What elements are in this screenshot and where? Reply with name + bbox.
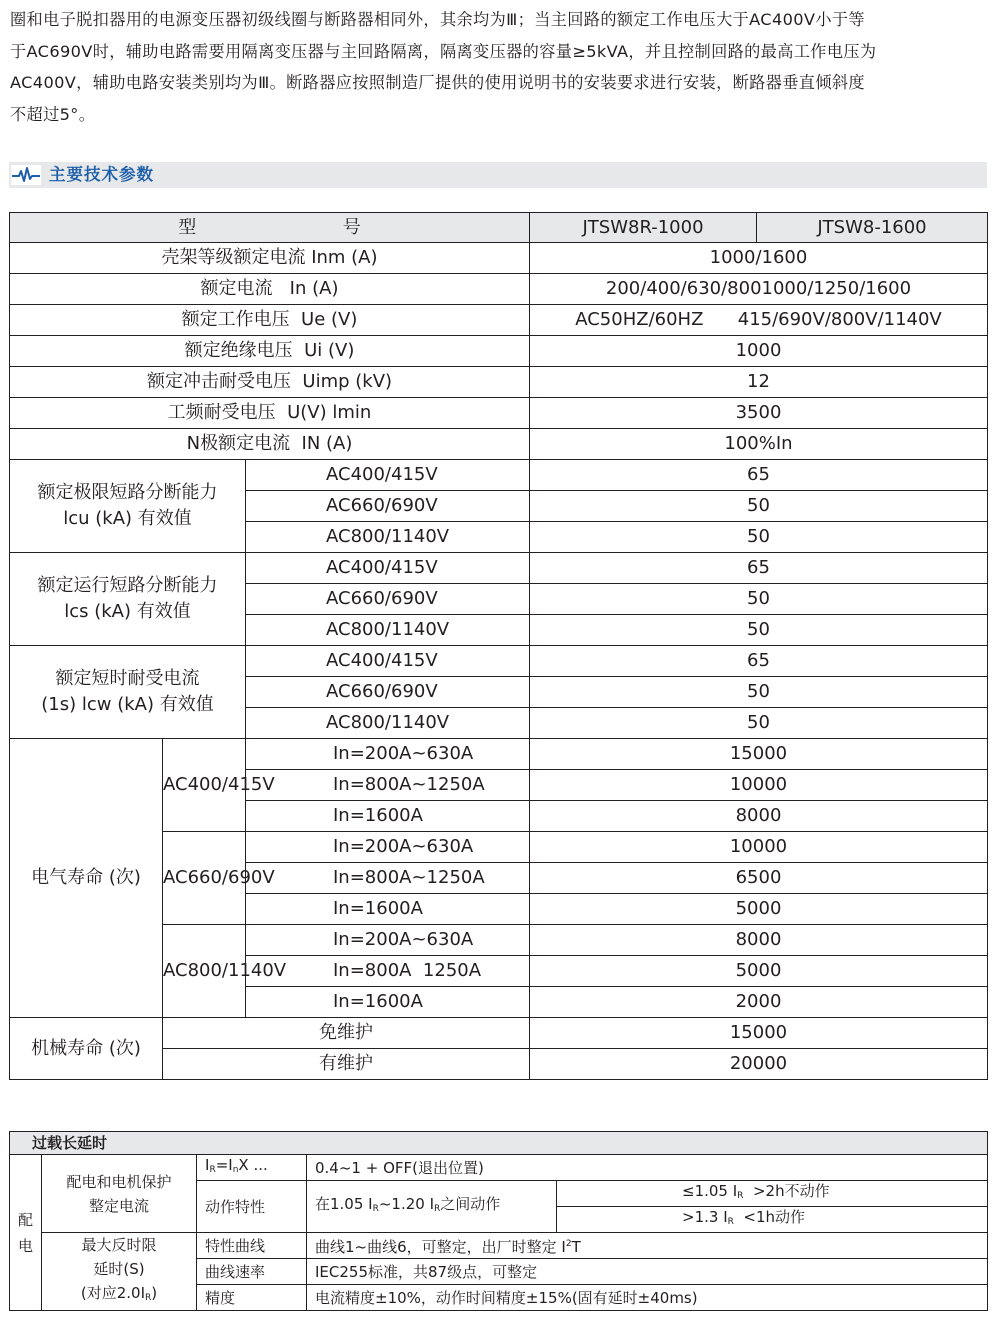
value-cell: 50 — [530, 677, 988, 708]
value-cell: 15000 — [530, 1018, 988, 1049]
intro-paragraph — [10, 4, 995, 130]
current-cell: In=800A~1250A — [246, 770, 530, 801]
header-model-2: JTSW8-1600 — [757, 213, 988, 243]
value-cell: 5000 — [530, 894, 988, 925]
value-cell: 65 — [530, 460, 988, 491]
life-voltage-cell: AC400/415V — [163, 739, 246, 832]
intro-line: 于AC690V时，辅助电路需要用隔离变压器与主回路隔离，隔离变压器的容量≥5kVA，并且控制回路的最高工作电压为 — [10, 41, 877, 61]
maintenance-type-cell: 免维护 — [163, 1018, 530, 1049]
current-cell: In=200A~630A — [246, 739, 530, 770]
table-row — [10, 274, 988, 305]
group-label-line: 额定短时耐受电流 — [55, 668, 200, 689]
voltage-cell: AC660/690V — [246, 677, 530, 708]
row-label: 额定冲击耐受电压 Uimp (kV) — [10, 367, 530, 398]
value-cell: 6500 — [530, 863, 988, 894]
current-cell: In=800A 1250A — [246, 956, 530, 987]
value-cell: 65 — [530, 646, 988, 677]
condition-cell: >1.3 $I_R <1h$动作 — [557, 1207, 988, 1233]
value-cell: 15000 — [530, 739, 988, 770]
table-row — [10, 1233, 988, 1259]
table-row — [10, 553, 988, 584]
voltage-cell: AC800/1140V — [246, 615, 530, 646]
intro-line: 圈和电子脱扣器用的电源变压器初级线圈与断路器相同外，其余均为Ⅲ；当主回路的额定工作电压大于AC400V小于等 — [10, 10, 865, 29]
value-cell: 50 — [530, 708, 988, 739]
param-cell: 特性曲线 — [197, 1233, 307, 1259]
row-value: 1000 — [530, 336, 988, 367]
row-value: 3500 — [530, 398, 988, 429]
value-cell: 65 — [530, 553, 988, 584]
intro-line: AC400V，辅助电路安装类别均为Ⅲ。断路器应按照制造厂提供的使用说明书的安装要求进行安装，断路器垂直倾斜度 — [10, 73, 865, 92]
table-row — [10, 336, 988, 367]
table-row — [10, 398, 988, 429]
table-row — [10, 429, 988, 460]
group-label-line: lcs (kA) 有效值 — [64, 601, 191, 622]
group-label-line: 额定极限短路分断能力 — [37, 482, 218, 503]
current-cell: In=200A~630A — [246, 832, 530, 863]
header-type-char: 号 — [342, 216, 361, 238]
group-label-setting — [42, 1155, 197, 1233]
table-row — [10, 1018, 988, 1049]
value-cell: 在1.05 $I_R\sim 1.20$ $I_R$之间动作 — [307, 1181, 557, 1233]
table-row — [10, 739, 988, 770]
voltage-cell: AC400/415V — [246, 460, 530, 491]
section-title: 主要技术参数 — [49, 165, 154, 184]
row-label: N极额定电流 IN (A) — [10, 429, 530, 460]
value-cell: 2000 — [530, 987, 988, 1018]
row-value: 100%In — [530, 429, 988, 460]
group-label-line: lcu (kA) 有效值 — [63, 508, 192, 529]
waveform-icon — [9, 162, 42, 188]
current-cell: In=1600A — [246, 894, 530, 925]
value-cell: 20000 — [530, 1049, 988, 1080]
life-voltage-cell: AC800/1140V — [163, 925, 246, 1018]
current-cell: In=1600A — [246, 987, 530, 1018]
row-label: 壳架等级额定电流 Inm (A) — [10, 243, 530, 274]
row-label: 额定绝缘电压 Ui (V) — [10, 336, 530, 367]
group-label-line: (对应$2.0I_R$) — [80, 1284, 158, 1303]
group-label-line: 配电和电机保护 — [66, 1172, 172, 1191]
life-voltage-cell: AC660/690V — [163, 832, 246, 925]
group-label-line: 额定运行短路分断能力 — [37, 575, 218, 596]
side-label — [10, 1155, 42, 1311]
value-cell: 8000 — [530, 801, 988, 832]
table-row — [10, 646, 988, 677]
group-label-icw — [10, 646, 246, 739]
row-value: AC50HZ/60HZ 415/690V/800V/1140V — [530, 305, 988, 336]
overload-header-row — [10, 1132, 988, 1155]
voltage-cell: AC800/1140V — [246, 708, 530, 739]
side-label-char: 配 — [17, 1210, 33, 1229]
row-label: 工频耐受电压 U(V) lmin — [10, 398, 530, 429]
param-cell: 动作特性 — [197, 1181, 307, 1233]
value-cell: 10000 — [530, 832, 988, 863]
value-cell: 10000 — [530, 770, 988, 801]
header-type-char: 型 — [178, 216, 197, 238]
current-cell: In=200A~630A — [246, 925, 530, 956]
voltage-cell: AC400/415V — [246, 646, 530, 677]
mechanical-life-label: 机械寿命 (次) — [10, 1018, 163, 1080]
value-cell: 50 — [530, 584, 988, 615]
value-cell: 8000 — [530, 925, 988, 956]
group-label-line: (1s) lcw (kA) 有效值 — [41, 694, 214, 715]
condition-cell: ≤1.05 $I_R >2h$不动作 — [557, 1181, 988, 1207]
table-row — [10, 460, 988, 491]
spec-table — [9, 212, 988, 1080]
group-label-line: 最大反时限 — [81, 1236, 157, 1254]
header-model-1: JTSW8R-1000 — [530, 213, 757, 243]
voltage-cell: AC400/415V — [246, 553, 530, 584]
table-row — [10, 1155, 988, 1181]
value-cell: 50 — [530, 615, 988, 646]
row-label: 额定电流 In (A) — [10, 274, 530, 305]
value-cell: 50 — [530, 522, 988, 553]
intro-line: 不超过5°。 — [10, 104, 96, 124]
group-label-icu — [10, 460, 246, 553]
voltage-cell: AC800/1140V — [246, 522, 530, 553]
value-cell: 0.4~1 + OFF(退出位置) — [307, 1155, 988, 1181]
param-cell: 精度 — [197, 1285, 307, 1311]
table-row — [10, 243, 988, 274]
value-cell: IEC255标准，共87级点，可整定 — [307, 1259, 988, 1285]
row-value: 1000/1600 — [530, 243, 988, 274]
overload-table — [9, 1131, 988, 1311]
param-cell: $I_R=I_nX$ ... — [197, 1155, 307, 1181]
current-cell: In=1600A — [246, 801, 530, 832]
value-cell: 5000 — [530, 956, 988, 987]
table-row — [10, 305, 988, 336]
row-label: 额定工作电压 Ue (V) — [10, 305, 530, 336]
current-cell: In=800A~1250A — [246, 863, 530, 894]
voltage-cell: AC660/690V — [246, 491, 530, 522]
param-cell: 曲线速率 — [197, 1259, 307, 1285]
row-value: 200/400/630/8001000/1250/1600 — [530, 274, 988, 305]
voltage-cell: AC660/690V — [246, 584, 530, 615]
value-cell: 电流精度±10%，动作时间精度±15%(固有延时±40ms) — [307, 1285, 988, 1311]
value-cell: 50 — [530, 491, 988, 522]
electrical-life-label: 电气寿命 (次) — [10, 739, 163, 1018]
group-label-delay — [42, 1233, 197, 1311]
overload-title: 过载长延时 — [10, 1132, 988, 1155]
table-row — [10, 367, 988, 398]
row-value: 12 — [530, 367, 988, 398]
maintenance-type-cell: 有维护 — [163, 1049, 530, 1080]
header-type-cell — [10, 213, 530, 243]
section-header — [9, 162, 987, 188]
side-label-char: 电 — [17, 1236, 33, 1255]
table-header-row — [10, 213, 988, 243]
group-label-line: 整定电流 — [88, 1196, 149, 1215]
group-label-line: 延时(S) — [93, 1260, 145, 1278]
group-label-ics — [10, 553, 246, 646]
value-cell: 曲线1~曲线6，可整定，出厂时整定 $I^2T$ — [307, 1233, 988, 1259]
